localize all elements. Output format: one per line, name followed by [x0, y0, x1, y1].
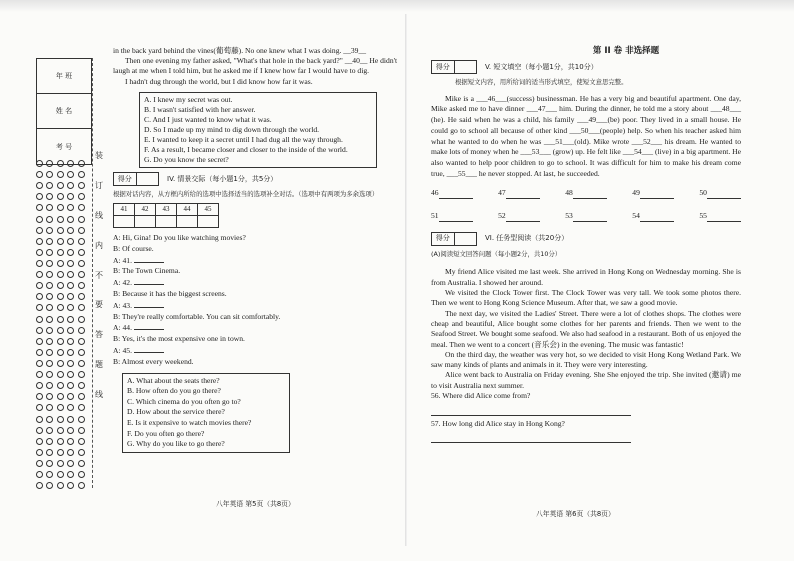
- grid-number: 44: [177, 204, 198, 216]
- bubble: [36, 182, 43, 189]
- blank-number: 49: [632, 188, 640, 198]
- dialog-line: A: 45.: [113, 345, 398, 357]
- bubble: [57, 260, 64, 267]
- name-field: 姓 名: [37, 94, 91, 129]
- bubble: [67, 260, 74, 267]
- grid-answer-cell[interactable]: [177, 216, 198, 228]
- bubble: [78, 404, 85, 411]
- bubble: [67, 160, 74, 167]
- bubble: [57, 227, 64, 234]
- bubble: [46, 238, 53, 245]
- exam-number-field: 考 号: [55, 142, 73, 151]
- bubble: [67, 171, 74, 178]
- reading-passage: [431, 267, 741, 391]
- bubble: [57, 193, 64, 200]
- bubble: [78, 338, 85, 345]
- bubble: [36, 249, 43, 256]
- cloze-passage: Mike is a ___46___(success) businessman. He has a very big and beautiful apartment. One day, Mike asked me to have dinner ___47___ him. During the dinner, he told me a story about ___48___ (he). He said when he was a child, his family ___49___(be) poor. They lived in a small house. He could go to school all because of other kind ___50___(people) help. So when his teacher asked him what he wanted to do when he was ___51___(old). Mike wrote ___52___ his dream. He wanted to make lots of money when he ___53___ (grow) up. He felt like ___54___ (live) in a big apartment. He also wanted to help poor children to go to school. It was difficult for him to make his dream come true, ___55___ he never stopped. At last, he succeeded.: [431, 93, 742, 178]
- answer-blanks-row: [431, 211, 741, 222]
- bubble: [36, 338, 43, 345]
- grid-answer-cell[interactable]: [135, 216, 156, 228]
- dialog-line: B: Of course.: [113, 243, 154, 253]
- bubble: [67, 182, 74, 189]
- answer-blank[interactable]: [134, 300, 164, 308]
- score-label: 得分: [432, 233, 455, 245]
- dialog-line: A: Hi, Gina! Do you like watching movies?: [113, 233, 246, 243]
- bubble: [78, 349, 85, 356]
- answer-grid: [113, 203, 219, 228]
- bubble: [46, 282, 53, 289]
- bubble: [67, 327, 74, 334]
- answer-blank[interactable]: [573, 191, 607, 199]
- bubble: [78, 238, 85, 245]
- option-item: A. What about the seats there?: [127, 375, 220, 385]
- bubble: [57, 371, 64, 378]
- section-title: V. 短文填空（每小题1分，共10分）: [485, 62, 598, 71]
- blank-number: 47: [498, 188, 506, 198]
- grid-number: 45: [198, 204, 219, 216]
- option-item: D. So I made up my mind to dig down through the world.: [144, 124, 320, 134]
- bubble: [67, 227, 74, 234]
- bubble: [36, 216, 43, 223]
- bubble: [46, 404, 53, 411]
- bubble: [36, 393, 43, 400]
- left-page: [113, 46, 398, 453]
- bubble: [36, 460, 43, 467]
- bubble: [78, 382, 85, 389]
- bubble: [57, 338, 64, 345]
- bubble: [46, 171, 53, 178]
- bubble: [36, 260, 43, 267]
- blank-number: 53: [565, 211, 573, 221]
- bubble: [67, 482, 74, 489]
- answer-line[interactable]: [431, 408, 631, 416]
- section-instruction: (A)阅读短文回答问题（每小题2分，共10分）: [431, 249, 562, 258]
- page-footer-right: 八年英语 第6页（共8页）: [536, 510, 615, 518]
- answer-blank[interactable]: [506, 191, 540, 199]
- bubble: [67, 393, 74, 400]
- bubble: [57, 327, 64, 334]
- section-instruction: 根据对话内容，从方框内所给的选项中选择适当的选项补全对话。（选项中有两项为多余选项）: [113, 189, 379, 198]
- bubble: [78, 171, 85, 178]
- bubble: [36, 171, 43, 178]
- bubble: [36, 327, 43, 334]
- bubble: [78, 360, 85, 367]
- dialog-line: B: The Town Cinema.: [113, 266, 181, 276]
- bubble: [67, 216, 74, 223]
- bubble: [67, 371, 74, 378]
- option-item: C. And I just wanted to know what it was.: [144, 114, 272, 124]
- option-item: D. How about the service there?: [127, 407, 225, 417]
- answer-blank[interactable]: [573, 214, 607, 222]
- bubble: [78, 471, 85, 478]
- bubble: [46, 382, 53, 389]
- bubble: [36, 449, 43, 456]
- bubble: [46, 304, 53, 311]
- grid-answer-cell[interactable]: [156, 216, 177, 228]
- bubble: [46, 216, 53, 223]
- right-page: [431, 46, 741, 443]
- option-item: F. Do you often go there?: [127, 428, 205, 438]
- bubble: [57, 482, 64, 489]
- blank-number: 46: [431, 188, 439, 198]
- dialog-line: A: 41.: [113, 255, 398, 267]
- binding-char: 订: [95, 180, 103, 190]
- answer-blank[interactable]: [134, 277, 164, 285]
- bubble: [78, 216, 85, 223]
- bubble: [36, 204, 43, 211]
- score-value[interactable]: [137, 173, 159, 185]
- answer-blank[interactable]: [707, 214, 741, 222]
- bubble: [67, 304, 74, 311]
- bubble: [36, 282, 43, 289]
- bubble: [36, 438, 43, 445]
- dialog-line: A: 43.: [113, 300, 398, 312]
- score-label: 得分: [432, 61, 455, 73]
- bubble: [46, 327, 53, 334]
- bubble: [78, 438, 85, 445]
- binding-char: 题: [95, 360, 103, 370]
- bubble: [78, 282, 85, 289]
- bubble: [67, 282, 74, 289]
- bubble: [57, 382, 64, 389]
- bubble: [46, 316, 53, 323]
- bubble: [46, 360, 53, 367]
- bubble: [78, 482, 85, 489]
- blank-number: 51: [431, 211, 439, 221]
- bubble: [36, 471, 43, 478]
- bubble: [67, 360, 74, 367]
- bubble: [57, 293, 64, 300]
- bubble: [57, 393, 64, 400]
- section-6-header: [431, 232, 741, 246]
- bubble: [36, 271, 43, 278]
- bubble: [67, 238, 74, 245]
- bubble: [36, 371, 43, 378]
- dialog: [113, 233, 398, 368]
- bubble: [36, 193, 43, 200]
- reading-paragraph: The next day, we visited the Ladies' Street. There were a lot of clothes shops. The clothes were cheap and beautiful, Alice bought some clothes for her parents and friends. Then we went to the Seafood Street. We bought some seafood. We also had seafood in a restaurant. Both of us enjoyed the meal. Then we went to a concert (音乐会) in the evening. The music was fantastic!: [431, 308, 741, 349]
- bubble: [36, 227, 43, 234]
- bubble: [57, 427, 64, 434]
- story-options-box: [139, 92, 377, 168]
- question: 57. How long did Alice stay in Hong Kong?: [431, 418, 565, 428]
- bubble: [46, 338, 53, 345]
- binding-char: 要: [95, 300, 103, 310]
- bubble: [67, 460, 74, 467]
- option-item: A. I knew my secret was out.: [144, 94, 233, 104]
- grid-answer-cell[interactable]: [198, 216, 219, 228]
- bubble: [78, 371, 85, 378]
- bubble: [67, 471, 74, 478]
- bubble: [57, 204, 64, 211]
- bubble: [78, 460, 85, 467]
- answer-blank[interactable]: [640, 191, 674, 199]
- bubble: [67, 193, 74, 200]
- question: 56. Where did Alice come from?: [431, 391, 531, 400]
- bubble: [57, 316, 64, 323]
- bubble: [57, 404, 64, 411]
- class-field: 年 班: [37, 59, 91, 94]
- bubble: [67, 382, 74, 389]
- bubble: [78, 416, 85, 423]
- reading-paragraph: On the third day, the weather was very hot, so we decided to visit Hong Kong Wetland Park. We saw many kinds of plants and animals in it. They were very interesting.: [431, 349, 741, 370]
- bubble: [78, 427, 85, 434]
- bubble: [57, 160, 64, 167]
- bubble: [36, 382, 43, 389]
- bubble: [46, 482, 53, 489]
- grid-number: 43: [156, 204, 177, 216]
- answer-blank[interactable]: [134, 345, 164, 353]
- bubble: [36, 404, 43, 411]
- bubble: [36, 304, 43, 311]
- option-item: G. Do you know the secret?: [144, 154, 229, 164]
- bubble: [57, 416, 64, 423]
- bubble: [46, 371, 53, 378]
- bubble: [57, 460, 64, 467]
- option-item: C. Which cinema do you often go to?: [127, 396, 241, 406]
- grid-number: 42: [135, 204, 156, 216]
- binding-char: 装: [95, 151, 103, 160]
- story-line: in the back yard behind the vines(葡萄藤). No one knew what I was doing. __39__: [113, 46, 367, 55]
- bubble: [67, 338, 74, 345]
- option-item: E. I wanted to keep it a secret until I had dug all the way through.: [144, 134, 343, 144]
- bubble: [36, 316, 43, 323]
- blank-number: 55: [699, 211, 707, 221]
- blank-number: 48: [565, 188, 573, 198]
- bubble: [57, 249, 64, 256]
- bubble: [57, 304, 64, 311]
- answer-blank[interactable]: [506, 214, 540, 222]
- page-fold: [405, 14, 407, 546]
- bubble: [78, 327, 85, 334]
- binding-char: 线: [95, 210, 103, 220]
- answer-blank[interactable]: [439, 214, 473, 222]
- bubble: [46, 193, 53, 200]
- blank-number: 50: [699, 188, 707, 198]
- bubble: [46, 460, 53, 467]
- dialog-line: B: Almost every weekend.: [113, 356, 194, 366]
- bubble: [78, 260, 85, 267]
- story-paragraph: I hadn't dug through the world, but I did know how far it was.: [125, 76, 313, 86]
- binding-warning: [93, 150, 105, 400]
- bubble: [57, 271, 64, 278]
- bubble: [57, 282, 64, 289]
- binding-char: 不: [95, 270, 103, 280]
- score-value[interactable]: [455, 61, 477, 73]
- bubble: [78, 160, 85, 167]
- bubble: [78, 204, 85, 211]
- student-info-table: [36, 58, 92, 165]
- dialog-line: A: 44.: [113, 322, 398, 334]
- option-item: B. I wasn't satisfied with her answer.: [144, 104, 256, 114]
- section-title: VI. 任务型阅读（共20分）: [485, 234, 569, 243]
- answer-blank[interactable]: [707, 191, 741, 199]
- bubble: [46, 260, 53, 267]
- section-instruction: 根据短文内容，用所给词的适当形式填空，使短文意思完整。: [455, 78, 628, 86]
- bubble: [67, 427, 74, 434]
- bubble: [57, 216, 64, 223]
- bubble: [46, 204, 53, 211]
- page-footer-left: 八年英语 第5页（共8页）: [216, 500, 295, 508]
- answer-line[interactable]: [431, 435, 631, 443]
- dialog-line: B: They're really comfortable. You can sit comfortably.: [113, 311, 281, 321]
- story-paragraph: Then one evening my father asked, "What's that hole in the back yard?" __40__ He didn't laugh at me when I told him, but he asked me if I knew how far I would have to dig.: [113, 56, 398, 76]
- bubble: [46, 249, 53, 256]
- score-value[interactable]: [455, 233, 477, 245]
- bubble: [67, 404, 74, 411]
- bubble: [57, 360, 64, 367]
- section-5-header: [431, 60, 741, 74]
- section-4-header: [113, 172, 398, 186]
- answer-blank[interactable]: [134, 322, 164, 330]
- reading-paragraph: Alice went back to Australia on Friday evening. She She enjoyed the trip. She invited (邀请) me to visit Australia next summer.: [431, 370, 741, 390]
- answer-blank[interactable]: [134, 255, 164, 263]
- answer-blank[interactable]: [439, 191, 473, 199]
- bubble: [36, 416, 43, 423]
- binding-char: 答: [95, 330, 103, 340]
- bubble: [46, 471, 53, 478]
- bubble: [57, 182, 64, 189]
- dialog-options-box: [122, 373, 290, 453]
- bubble: [67, 316, 74, 323]
- bubble: [78, 193, 85, 200]
- bubble: [46, 449, 53, 456]
- bubble: [46, 427, 53, 434]
- option-item: F. As a result, I became closer and closer to the inside of the world.: [144, 144, 348, 154]
- bubble: [78, 449, 85, 456]
- bubble: [46, 160, 53, 167]
- option-item: B. How often do you go there?: [127, 386, 221, 396]
- bubble: [36, 427, 43, 434]
- bubble: [78, 271, 85, 278]
- blank-number: 54: [632, 211, 640, 221]
- bubble: [67, 293, 74, 300]
- bubble: [67, 416, 74, 423]
- bubble: [36, 360, 43, 367]
- bubble: [78, 249, 85, 256]
- binding-char: 内: [95, 240, 103, 250]
- bubble: [78, 182, 85, 189]
- bubble: [36, 482, 43, 489]
- bubble: [46, 293, 53, 300]
- bubble: [46, 393, 53, 400]
- bubble: [36, 293, 43, 300]
- bubble: [78, 304, 85, 311]
- binding-char: 线: [95, 390, 103, 399]
- reading-paragraph: We visited the Clock Tower first. The Clock Tower was very tall. We took some photos there. Then we went to Hong Kong Science Museum. After that, we saw a good movie.: [431, 288, 741, 308]
- bubble: [57, 349, 64, 356]
- bubble: [46, 438, 53, 445]
- bubble: [67, 271, 74, 278]
- bubble: [46, 416, 53, 423]
- bubble: [67, 349, 74, 356]
- bubble: [78, 227, 85, 234]
- bubble: [46, 349, 53, 356]
- scan-shadow: [0, 0, 794, 12]
- bubble: [36, 349, 43, 356]
- bubble: [46, 271, 53, 278]
- score-box: [431, 60, 477, 74]
- bubble: [36, 238, 43, 245]
- blank-number: 52: [498, 211, 506, 221]
- bubble: [67, 438, 74, 445]
- bubble: [57, 238, 64, 245]
- bubble: [57, 171, 64, 178]
- score-box: [431, 232, 477, 246]
- bubble: [67, 249, 74, 256]
- option-item: E. Is it expensive to watch movies there?: [127, 417, 252, 427]
- dialog-line: B: Because it has the biggest screens.: [113, 289, 227, 298]
- score-box: [113, 172, 159, 186]
- grid-number: 41: [114, 204, 135, 216]
- bubble: [57, 449, 64, 456]
- answer-blanks-row: [431, 188, 741, 199]
- bubble: [46, 182, 53, 189]
- bubble: [57, 438, 64, 445]
- bubble: [67, 449, 74, 456]
- bubble: [57, 471, 64, 478]
- section-title: IV. 情景交际（每小题1分，共5分）: [167, 174, 278, 183]
- score-label: 得分: [114, 173, 137, 185]
- bubble: [36, 160, 43, 167]
- answer-bubble-grid: [36, 160, 88, 490]
- bubble: [78, 293, 85, 300]
- option-item: G. Why do you like to go there?: [127, 439, 225, 449]
- dialog-line: A: 42.: [113, 277, 398, 289]
- bubble: [67, 204, 74, 211]
- answer-blank[interactable]: [640, 214, 674, 222]
- reading-paragraph: My friend Alice visited me last week. She arrived in Hong Kong on Wednesday morning. She is from Australia. I showed her around.: [431, 267, 741, 287]
- grid-answer-cell[interactable]: [114, 216, 135, 228]
- bubble: [46, 227, 53, 234]
- part-title: 第 II 卷 非选择题: [592, 46, 660, 56]
- dialog-line: B: Yes, it's the most expensive one in town.: [113, 334, 245, 344]
- bubble: [78, 393, 85, 400]
- bubble: [78, 316, 85, 323]
